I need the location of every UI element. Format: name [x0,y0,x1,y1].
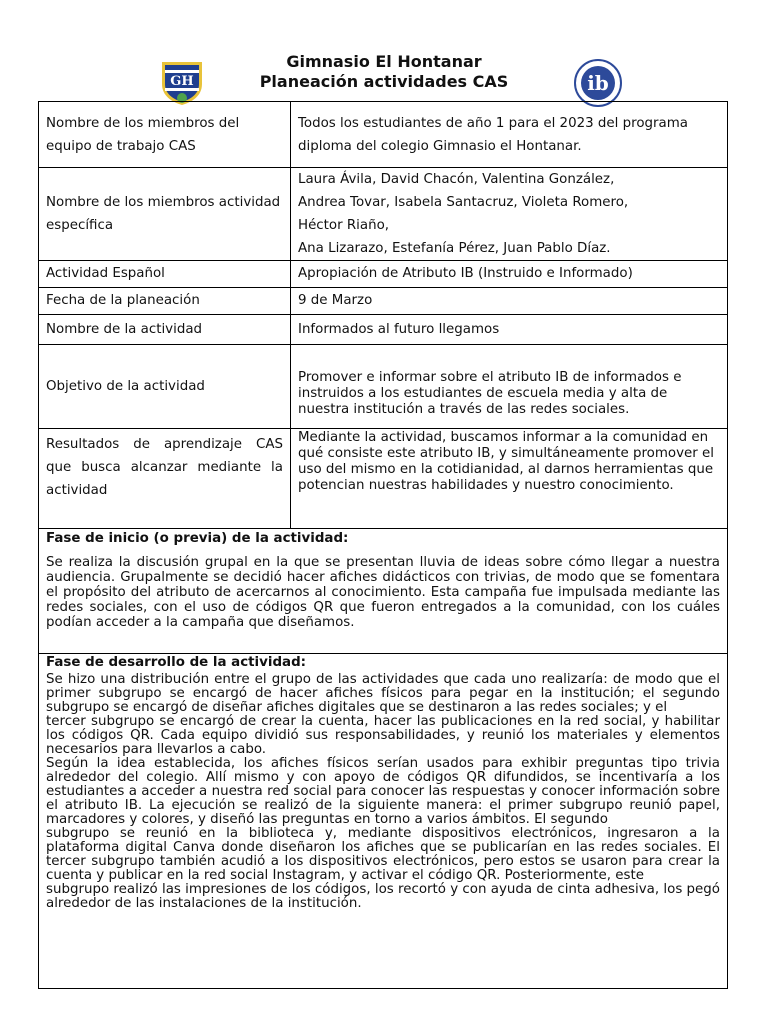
document-header [0,52,768,92]
svg-text:GH: GH [170,74,194,89]
phase-development-cell [39,654,728,989]
table-row [39,429,728,529]
row-value: Informados al futuro llegamos [291,315,728,345]
phase-start-text: Se realiza la discusión grupal en la que se presentan lluvia de ideas sobre cómo llegar a nuestra audiencia. Grupalmente se decidió hacer afiches didácticos con trivias, de modo que se fomentara el propósito del atributo de acercarnos al conocimiento. Esta campaña fue impulsada mediante las redes sociales, con el uso de códigos QR que fueron entregados a la comunidad, con los cuáles podían acceder a la campaña que diseñamos. [46,555,720,630]
phase-start-cell [39,529,728,654]
row-value [291,168,728,261]
school-title: Gimnasio El Hontanar [286,52,482,71]
row-value: Mediante la actividad, buscamos informar a la comunidad en qué consiste este atributo IB, y simultáneamente promover el uso del mismo en la cotidianidad, al darnos herramientas que potencian nuestras habilidades y nuestro conocimiento. [291,429,728,529]
row-label: Nombre de los miembros actividad específica [39,168,291,261]
table-row [39,288,728,315]
phase-development-paragraph: tercer subgrupo se encargó de crear la cuenta, hacer las publicaciones en la red social, y habilitar los códigos QR. Cada equipo dividió sus responsabilidades, y reunió los materiales y elementos necesarios para llevarlos a cabo. [46,714,720,757]
phase-development-title: Fase de desarrollo de la actividad: [46,655,307,670]
table-row [39,345,728,429]
row-label: Resultados de aprendizaje CAS que busca alcanzar mediante la actividad [39,429,291,529]
row-value: Apropiación de Atributo IB (Instruido e Informado) [291,261,728,288]
row-value: Promover e informar sobre el atributo IB de informados e instruidos a los estudiantes de escuela media y alta de nuestra institución a través de las redes sociales. [291,345,728,429]
table-row [39,168,728,261]
row-label: Fecha de la planeación [39,288,291,315]
member-line: Héctor Riaño, [298,218,390,233]
school-crest-logo [159,60,205,106]
phase-start-row [39,529,728,654]
phase-development-row [39,654,728,989]
table-row [39,315,728,345]
row-label: Objetivo de la actividad [39,345,291,429]
phase-development-paragraph: subgrupo se reunió en la biblioteca y, mediante dispositivos electrónicos, ingresaron a la plataforma digital Canva donde diseñaron los afiches que se publicarían en las redes sociales. El tercer subgrupo también acudió a los dispositivos electrónicos, pero estos se usaron para crear la cuenta y publicar en la red social Instagram, y activar el código QR. Posteriormente, este [46,826,720,883]
svg-text:ib: ib [587,71,609,95]
row-value: 9 de Marzo [291,288,728,315]
row-value: Todos los estudiantes de año 1 para el 2023 del programa diploma del colegio Gimnasio el Hontanar. [291,102,728,168]
planning-table [38,101,728,989]
member-line: Laura Ávila, David Chacón, Valentina González, [298,172,615,187]
table-row [39,261,728,288]
row-label: Nombre de los miembros del equipo de trabajo CAS [39,102,291,168]
member-line: Ana Lizarazo, Estefanía Pérez, Juan Pablo Díaz. [298,241,611,256]
row-label: Actividad Español [39,261,291,288]
phase-development-paragraph: Según la idea establecida, los afiches físicos serían usados para exhibir preguntas tipo trivia alrededor del colegio. Allí mismo y con apoyo de códigos QR difundidos, se incentivaría a los estudiantes a acceder a nuestra red social para conocer las respuestas y conocer información sobre el atributo IB. La ejecución se realizó de la siguiente manera: el primer subgrupo reunió papel, marcadores y colores, y diseñó las preguntas en torno a varios ámbitos. El segundo [46,756,720,827]
phase-development-paragraph: subgrupo realizó las impresiones de los códigos, los recortó y con ayuda de cinta adhesiva, los pegó alrededor de las instalaciones de la institución. [46,882,720,911]
document-title: Planeación actividades CAS [259,72,509,91]
table-row [39,102,728,168]
member-line: Andrea Tovar, Isabela Santacruz, Violeta Romero, [298,195,629,210]
phase-development-paragraph: Se hizo una distribución entre el grupo de las actividades que cada uno realizaría: de modo que el primer subgrupo se encargó de hacer afiches físicos para pegar en la institución; el segundo subgrupo se encargó de diseñar afiches digitales que se destinaron a las redes sociales; y el [46,672,720,715]
phase-start-title: Fase de inicio (o previa) de la actividad: [46,531,349,546]
row-label: Nombre de la actividad [39,315,291,345]
